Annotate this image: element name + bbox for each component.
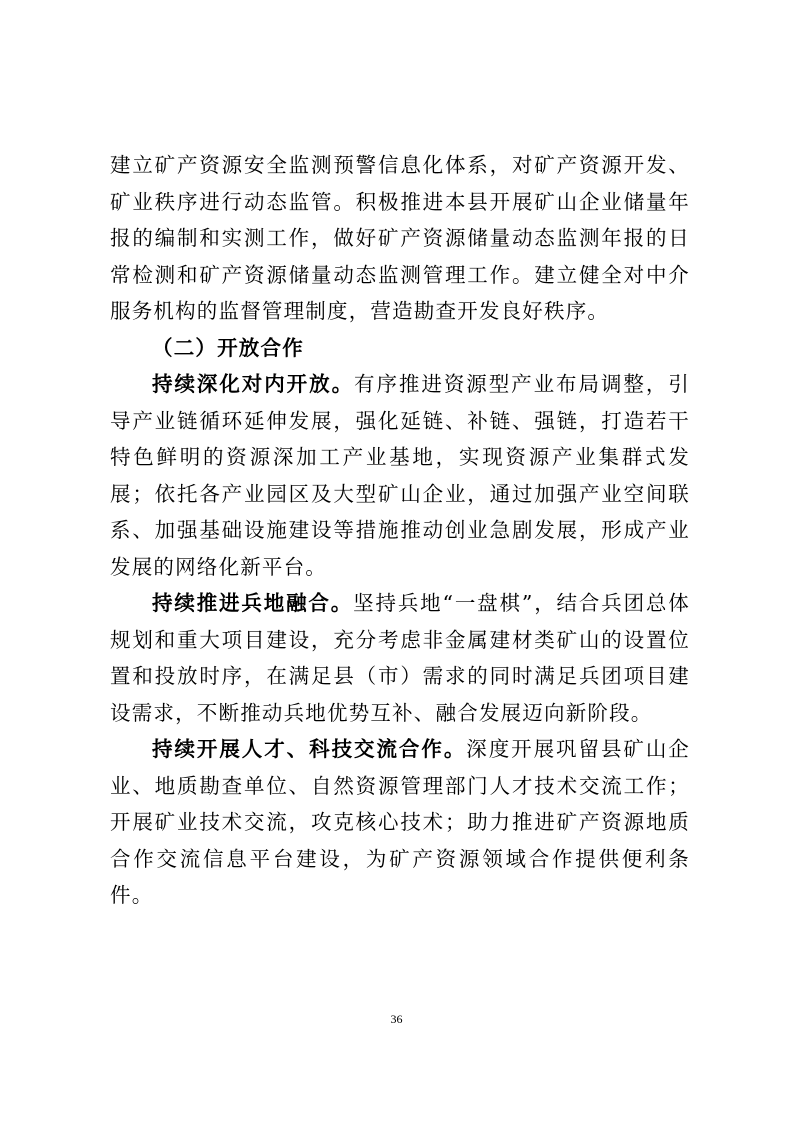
paragraph-body: 深度开展巩留县矿山企业、地质勘查单位、自然资源管理部门人才技术交流工作；开展矿业技术交流，攻克核心技术；助力推进矿产资源地质合作交流信息平台建设，为矿产资源领域合作提供便利条件。 (110, 737, 690, 907)
paragraph-military-civil-integration (110, 585, 690, 731)
intro-paragraph: 建立矿产资源安全监测预警信息化体系，对矿产资源开发、矿业秩序进行动态监管。积极推进本县开展矿山企业储量年报的编制和实测工作，做好矿产资源储量动态监测年报的日常检测和矿产资源储量动态监测管理工作。建立健全对中介服务机构的监督管理制度，营造勘查开发良好秩序。 (110, 153, 690, 323)
paragraph-internal-opening (110, 366, 690, 585)
paragraph-lead: 持续开展人才、科技交流合作。 (152, 737, 467, 761)
document-body (110, 147, 690, 914)
paragraph-lead: 持续推进兵地融合。 (152, 591, 354, 615)
paragraph-talent-tech-exchange (110, 731, 690, 914)
paragraph-body: 有序推进资源型产业布局调整，引导产业链循环延伸发展，强化延链、补链、强链，打造若干特色鲜明的资源深加工产业基地，实现资源产业集群式发展；依托各产业园区及大型矿山企业，通过加强产业空间联系、加强基础设施建设等措施推动创业急剧发展，形成产业发展的网络化新平台。 (110, 372, 690, 579)
page-number: 36 (390, 1012, 403, 1026)
section-heading: （二）开放合作 (152, 335, 304, 360)
paragraph-lead: 持续深化对内开放。 (152, 372, 355, 396)
paragraph-body: 坚持兵地“一盘棋”，结合兵团总体规划和重大项目建设，充分考虑非金属建材类矿山的设置位置和投放时序，在满足县（市）需求的同时满足兵团项目建设需求，不断推动兵地优势互补、融合发展迈向新阶段。 (110, 591, 690, 725)
